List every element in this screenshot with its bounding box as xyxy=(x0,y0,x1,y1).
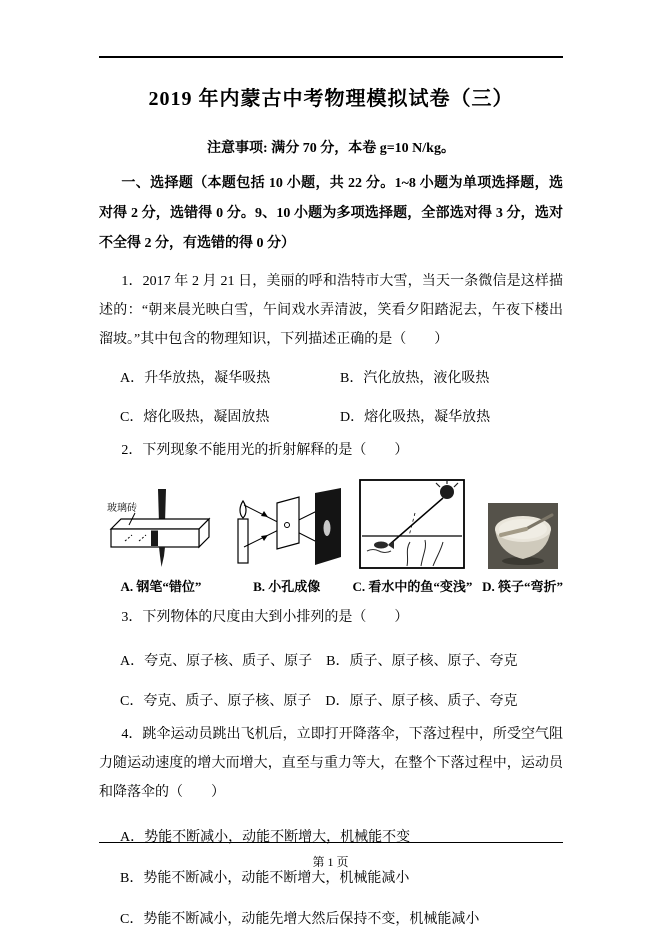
question-3-text: 3．下列物体的尺度由大到小排列的是（ ） xyxy=(121,610,409,625)
question-4-text: 4．跳伞运动员跳出飞机后，立即打开降落伞，下落过程中，所受空气阻力随运动速度的增大而增大，直至与重力等大，在整个下落过程中，运动员和降落伞的（ ） xyxy=(99,727,563,800)
brick-top-face xyxy=(111,519,209,529)
figure-pen-displacement xyxy=(101,483,221,595)
page-number: 第 1 页 xyxy=(312,855,349,869)
question-1-options xyxy=(120,369,563,428)
header-rule xyxy=(99,56,563,58)
glass-brick-figure xyxy=(101,483,221,569)
pen-through-glass xyxy=(151,531,158,547)
page-content xyxy=(99,0,563,930)
figure-caption-d: D. 筷子“弯折” xyxy=(482,579,563,594)
question-3-option-d: D．原子、原子核、质子、夸克 xyxy=(325,694,518,709)
question-1-text: 1．2017 年 2 月 21 日，美丽的呼和浩特市大雪，当天一条微信是这样描述的：“朝来晨光映白雪，午间戏水弄清波，笑看夕阳踏泥去，午夜下楼出溜坡。”其中包含的物理知识，下列描述正确的是（ ） xyxy=(99,274,563,347)
question-3-options-row-2 xyxy=(120,692,563,712)
figure-caption-a: A. 钢笔“错位” xyxy=(120,579,202,594)
pen-lower-tip xyxy=(159,547,165,567)
inverted-flame-image xyxy=(323,520,330,536)
pinhole-imaging-figure xyxy=(231,487,343,569)
question-3-option-b: B．质子、原子核、原子、夸克 xyxy=(326,654,518,669)
question-1-option-a: A．升华放热，凝华吸热 xyxy=(120,371,271,386)
notice-line: 注意事项: 满分 70 分，本卷 g=10 N/kg。 xyxy=(207,141,455,156)
fish xyxy=(374,542,388,549)
footer-rule xyxy=(99,842,563,843)
question-2-text: 2．下列现象不能用光的折射解释的是（ ） xyxy=(121,443,409,458)
question-4-options xyxy=(99,828,563,930)
figure-caption-c: C. 看水中的鱼“变浅” xyxy=(352,579,473,594)
chopstick-bowl-figure xyxy=(488,503,558,569)
question-3-option-a: A．夸克、原子核、质子、原子 xyxy=(120,654,313,669)
pen-upper xyxy=(158,489,166,523)
question-4-option-b: B．势能不断减小，动能不断增大，机械能减小 xyxy=(120,871,410,886)
question-1-option-d: D．熔化吸热，凝华放热 xyxy=(340,410,491,425)
figure-caption-b: B. 小孔成像 xyxy=(253,579,321,594)
question-3-option-c: C．夸克、质子、原子核、原子 xyxy=(120,694,312,709)
question-3-options-row-1 xyxy=(120,652,563,672)
candle-body xyxy=(238,519,248,563)
page-title: 2019 年内蒙古中考物理模拟试卷（三） xyxy=(148,88,514,110)
fish-in-water-figure xyxy=(359,479,465,569)
question-3-options xyxy=(99,652,563,712)
question-1-option-b: B．汽化放热，液化吸热 xyxy=(340,371,490,386)
candle-flame xyxy=(240,501,246,518)
question-4-option-a: A．势能不断减小，动能不断增大，机械能不变 xyxy=(120,830,411,845)
question-4-option-c: C．势能不断减小，动能先增大然后保持不变，机械能减小 xyxy=(120,912,480,927)
figure-fish-in-water xyxy=(352,479,472,595)
figure-pinhole-imaging xyxy=(231,487,343,595)
pinhole xyxy=(284,523,289,528)
glass-brick-label: 玻璃砖 xyxy=(107,503,137,514)
section-heading: 一、选择题（本题包括 10 小题，共 22 分。1~8 小题为单项选择题，选对得 2 分，选错得 0 分。9、10 小题为多项选择题，全部选对得 3 分，选对不全得 2 分，有选错的得 0 分） xyxy=(99,176,563,251)
question-1-option-c: C．熔化吸热，凝固放热 xyxy=(120,410,270,425)
figure-chopstick-bowl xyxy=(482,503,563,595)
spearfisher-head xyxy=(440,485,454,499)
question-2-figures xyxy=(101,479,563,595)
